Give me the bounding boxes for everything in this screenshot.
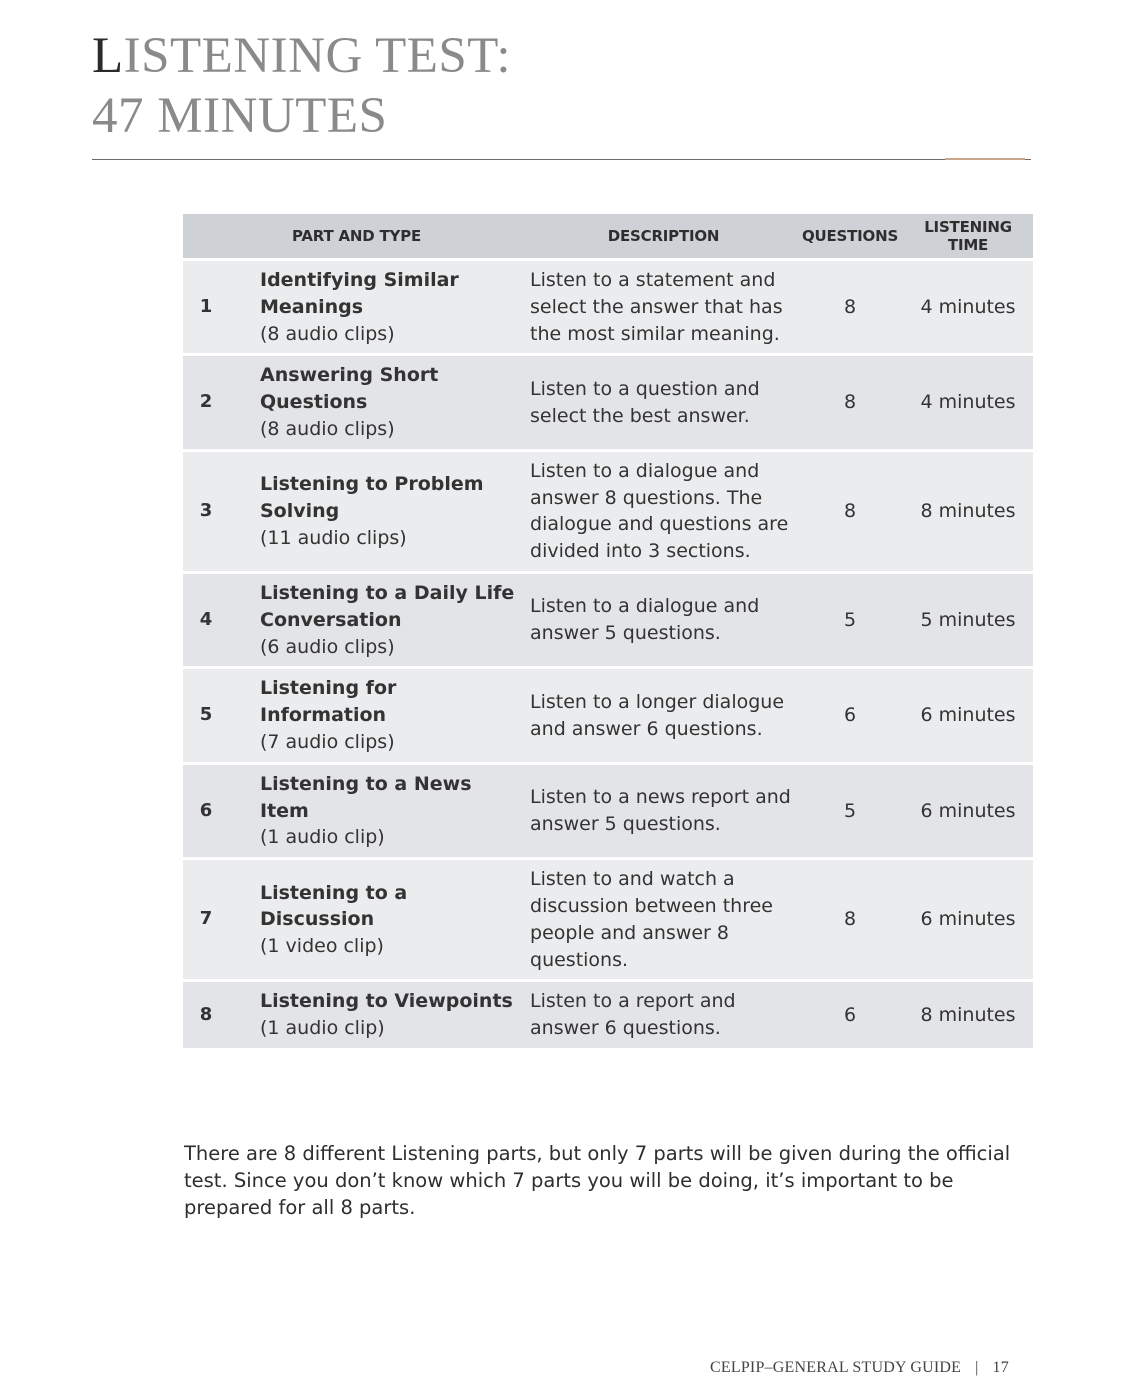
page-footer bbox=[710, 1359, 1009, 1377]
part-listening-time: 4 minutes bbox=[903, 261, 1033, 353]
part-clips: (8 audio clips) bbox=[260, 417, 395, 440]
part-clips: (7 audio clips) bbox=[260, 730, 395, 753]
part-number: 8 bbox=[183, 982, 229, 1048]
part-number: 2 bbox=[183, 356, 229, 448]
part-questions: 8 bbox=[797, 261, 903, 353]
part-name: Listening to Viewpoints bbox=[260, 990, 513, 1013]
part-name: Listening to a Daily Life Conversation bbox=[260, 581, 515, 631]
part-listening-time: 6 minutes bbox=[903, 669, 1033, 761]
part-questions: 5 bbox=[797, 574, 903, 666]
table-row bbox=[183, 860, 1033, 979]
header-questions: QUESTIONS bbox=[797, 214, 903, 258]
part-listening-time: 4 minutes bbox=[903, 356, 1033, 448]
part-clips: (1 audio clip) bbox=[260, 1017, 385, 1040]
part-and-type bbox=[229, 452, 530, 571]
part-name: Listening to a Discussion bbox=[260, 881, 408, 931]
part-clips: (6 audio clips) bbox=[260, 635, 395, 658]
part-listening-time: 8 minutes bbox=[903, 982, 1033, 1048]
title-line-2: 47 MINUTES bbox=[92, 88, 388, 144]
part-questions: 8 bbox=[797, 356, 903, 448]
part-description: Listen to a longer dialogue and answer 6 questions. bbox=[530, 669, 797, 761]
part-questions: 8 bbox=[797, 860, 903, 979]
header-description: DESCRIPTION bbox=[530, 214, 797, 258]
part-listening-time: 6 minutes bbox=[903, 860, 1033, 979]
part-number: 7 bbox=[183, 860, 229, 979]
title-first-letter: L bbox=[92, 28, 124, 84]
part-name: Listening to a News Item bbox=[260, 772, 472, 822]
part-description: Listen to a news report and answer 5 questions. bbox=[530, 765, 797, 857]
part-description: Listen to a dialogue and answer 8 questions. The dialogue and questions are divided into 3 sections. bbox=[530, 452, 797, 571]
table-row bbox=[183, 669, 1033, 761]
part-clips: (1 audio clip) bbox=[260, 826, 385, 849]
part-listening-time: 8 minutes bbox=[903, 452, 1033, 571]
part-description: Listen to a report and answer 6 questions. bbox=[530, 982, 797, 1048]
part-and-type bbox=[229, 261, 530, 353]
title-line-1 bbox=[92, 26, 511, 86]
part-and-type bbox=[229, 356, 530, 448]
part-name: Listening for Information bbox=[260, 677, 397, 727]
part-name: Answering Short Questions bbox=[260, 364, 439, 414]
part-and-type bbox=[229, 860, 530, 979]
table-row bbox=[183, 452, 1033, 571]
part-and-type bbox=[229, 669, 530, 761]
part-number: 6 bbox=[183, 765, 229, 857]
table-row bbox=[183, 574, 1033, 666]
part-description: Listen to a dialogue and answer 5 questions. bbox=[530, 574, 797, 666]
part-and-type bbox=[229, 574, 530, 666]
part-number: 3 bbox=[183, 452, 229, 571]
part-clips: (8 audio clips) bbox=[260, 322, 395, 345]
table-row bbox=[183, 765, 1033, 857]
header-listening-time: LISTENING TIME bbox=[903, 214, 1033, 258]
part-clips: (1 video clip) bbox=[260, 935, 384, 958]
part-questions: 5 bbox=[797, 765, 903, 857]
part-description: Listen to a question and select the best answer. bbox=[530, 356, 797, 448]
part-number: 5 bbox=[183, 669, 229, 761]
title-divider-accent bbox=[945, 158, 1025, 160]
table-header-row bbox=[183, 214, 1033, 258]
part-questions: 8 bbox=[797, 452, 903, 571]
title-line-1-rest: ISTENING TEST: bbox=[123, 28, 512, 84]
part-clips: (11 audio clips) bbox=[260, 526, 407, 549]
footer-separator: | bbox=[975, 1359, 979, 1376]
part-questions: 6 bbox=[797, 669, 903, 761]
part-description: Listen to a statement and select the answer that has the most similar meaning. bbox=[530, 261, 797, 353]
part-questions: 6 bbox=[797, 982, 903, 1048]
header-part-and-type: PART AND TYPE bbox=[183, 214, 530, 258]
part-and-type bbox=[229, 765, 530, 857]
note-paragraph: There are 8 different Listening parts, but only 7 parts will be given during the official test. Since you don’t know which 7 parts you will be doing, it’s important to be prepared for all 8 parts. bbox=[184, 1142, 1011, 1219]
part-name: Listening to Problem Solving bbox=[260, 473, 484, 522]
part-listening-time: 6 minutes bbox=[903, 765, 1033, 857]
table-row bbox=[183, 261, 1033, 353]
part-number: 1 bbox=[183, 261, 229, 353]
table-row bbox=[183, 982, 1033, 1048]
table-row bbox=[183, 356, 1033, 448]
part-name: Identifying Similar Meanings bbox=[260, 269, 459, 318]
part-description: Listen to and watch a discussion between three people and answer 8 questions. bbox=[530, 860, 797, 979]
part-number: 4 bbox=[183, 574, 229, 666]
listening-parts-table bbox=[183, 211, 1033, 1051]
page-number: 17 bbox=[992, 1359, 1009, 1376]
title-divider bbox=[92, 159, 1031, 160]
part-and-type bbox=[229, 982, 530, 1048]
footer-guide-title: CELPIP–GENERAL STUDY GUIDE bbox=[710, 1359, 962, 1376]
page-title bbox=[92, 26, 511, 146]
part-listening-time: 5 minutes bbox=[903, 574, 1033, 666]
